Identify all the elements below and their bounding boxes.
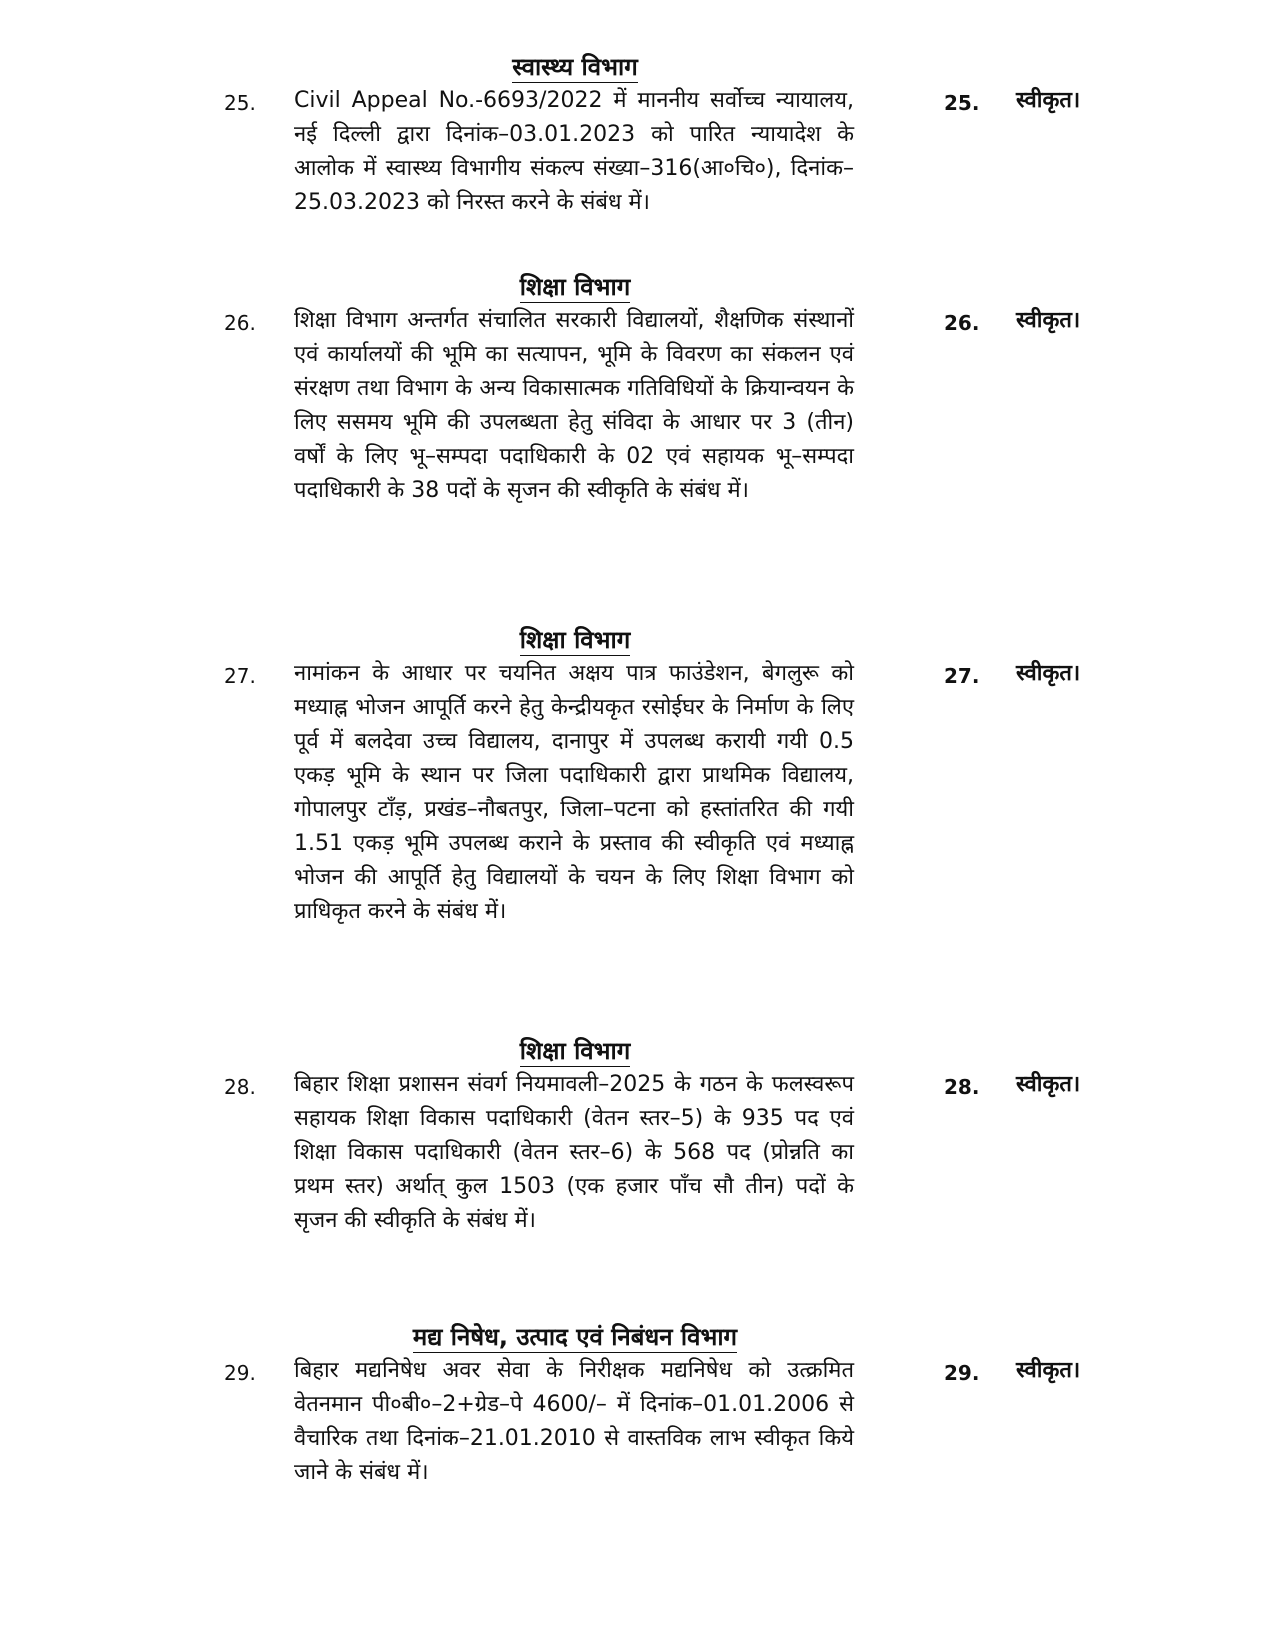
item-number: 27. [224,664,256,688]
item-text: नामांकन के आधार पर चयनित अक्षय पात्र फाउंडेशन, बेगलुरू को मध्याह्न भोजन आपूर्ति करने हेतु केन्द्रीयकृत रसोईघर के निर्माण के लिए पूर्व में बलदेवा उच्च विद्यालय, दानापुर में उपलब्ध करायी गयी 0.5 एकड़ भूमि के स्थान पर जिला पदाधिकारी द्वारा प्राथमिक विद्यालय, गोपालपुर टाँड़, प्रखंड–नौबतपुर, जिला–पटना को हस्तांतरित की गयी 1.51 एकड़ भूमि उपलब्ध कराने के प्रस्ताव की स्वीकृति एवं मध्याह्न भोजन की आपूर्ति हेतु विद्यालयों के चयन के लिए शिक्षा विभाग को प्राधिकृत करने के संबंध में। [294,661,854,924]
result-number: 29. [944,1361,980,1385]
result-number: 27. [944,664,980,688]
item-number: 25. [224,91,256,115]
item-number: 26. [224,311,256,335]
department-heading: शिक्षा विभाग [519,273,631,301]
decision-status: स्वीकृत। [1016,661,1081,686]
department-heading: शिक्षा विभाग [519,626,631,654]
item-number: 28. [224,1075,256,1099]
decision-status: स्वीकृत। [1016,1358,1081,1383]
decision-status: स्वीकृत। [1016,88,1081,113]
item-text: Civil Appeal No.-6693/2022 में माननीय सर्वोच्च न्यायालय, नई दिल्ली द्वारा दिनांक–03.01.2023 को पारित न्यायादेश के आलोक में स्वास्थ्य विभागीय संकल्प संख्या–316(आ०चि०), दिनांक–25.03.2023 को निरस्त करने के संबंध में। [294,88,854,215]
result-number: 26. [944,311,980,335]
item-text: बिहार शिक्षा प्रशासन संवर्ग नियमावली–2025 के गठन के फलस्वरूप सहायक शिक्षा विकास पदाधिकारी (वेतन स्तर–5) के 935 पद एवं शिक्षा विकास पदाधिकारी (वेतन स्तर–6) के 568 पद (प्रोन्नति का प्रथम स्तर) अर्थात् कुल 1503 (एक हजार पाँच सौ तीन) पदों के सृजन की स्वीकृति के संबंध में। [294,1072,854,1233]
item-number: 29. [224,1361,256,1385]
department-heading: स्वास्थ्य विभाग [512,53,638,81]
result-number: 25. [944,91,980,115]
department-heading: शिक्षा विभाग [519,1037,631,1065]
department-heading: मद्य निषेध, उत्पाद एवं निबंधन विभाग [412,1323,738,1351]
item-text: बिहार मद्यनिषेध अवर सेवा के निरीक्षक मद्यनिषेध को उत्क्रमित वेतनमान पी०बी०–2+ग्रेड–पे 4600/– में दिनांक–01.01.2006 से वैचारिक तथा दिनांक–21.01.2010 से वास्तविक लाभ स्वीकृत किये जाने के संबंध में। [294,1358,854,1485]
decision-status: स्वीकृत। [1016,308,1081,333]
decision-status: स्वीकृत। [1016,1072,1081,1097]
item-text: शिक्षा विभाग अन्तर्गत संचालित सरकारी विद्यालयों, शैक्षणिक संस्थानों एवं कार्यालयों की भूमि का सत्यापन, भूमि के विवरण का संकलन एवं संरक्षण तथा विभाग के अन्य विकासात्मक गतिविधियों के क्रियान्वयन के लिए ससमय भूमि की उपलब्धता हेतु संविदा के आधार पर 3 (तीन) वर्षों के लिए भू–सम्पदा पदाधिकारी के 02 एवं सहायक भू–सम्पदा पदाधिकारी के 38 पदों के सृजन की स्वीकृति के संबंध में। [294,308,854,503]
result-number: 28. [944,1075,980,1099]
